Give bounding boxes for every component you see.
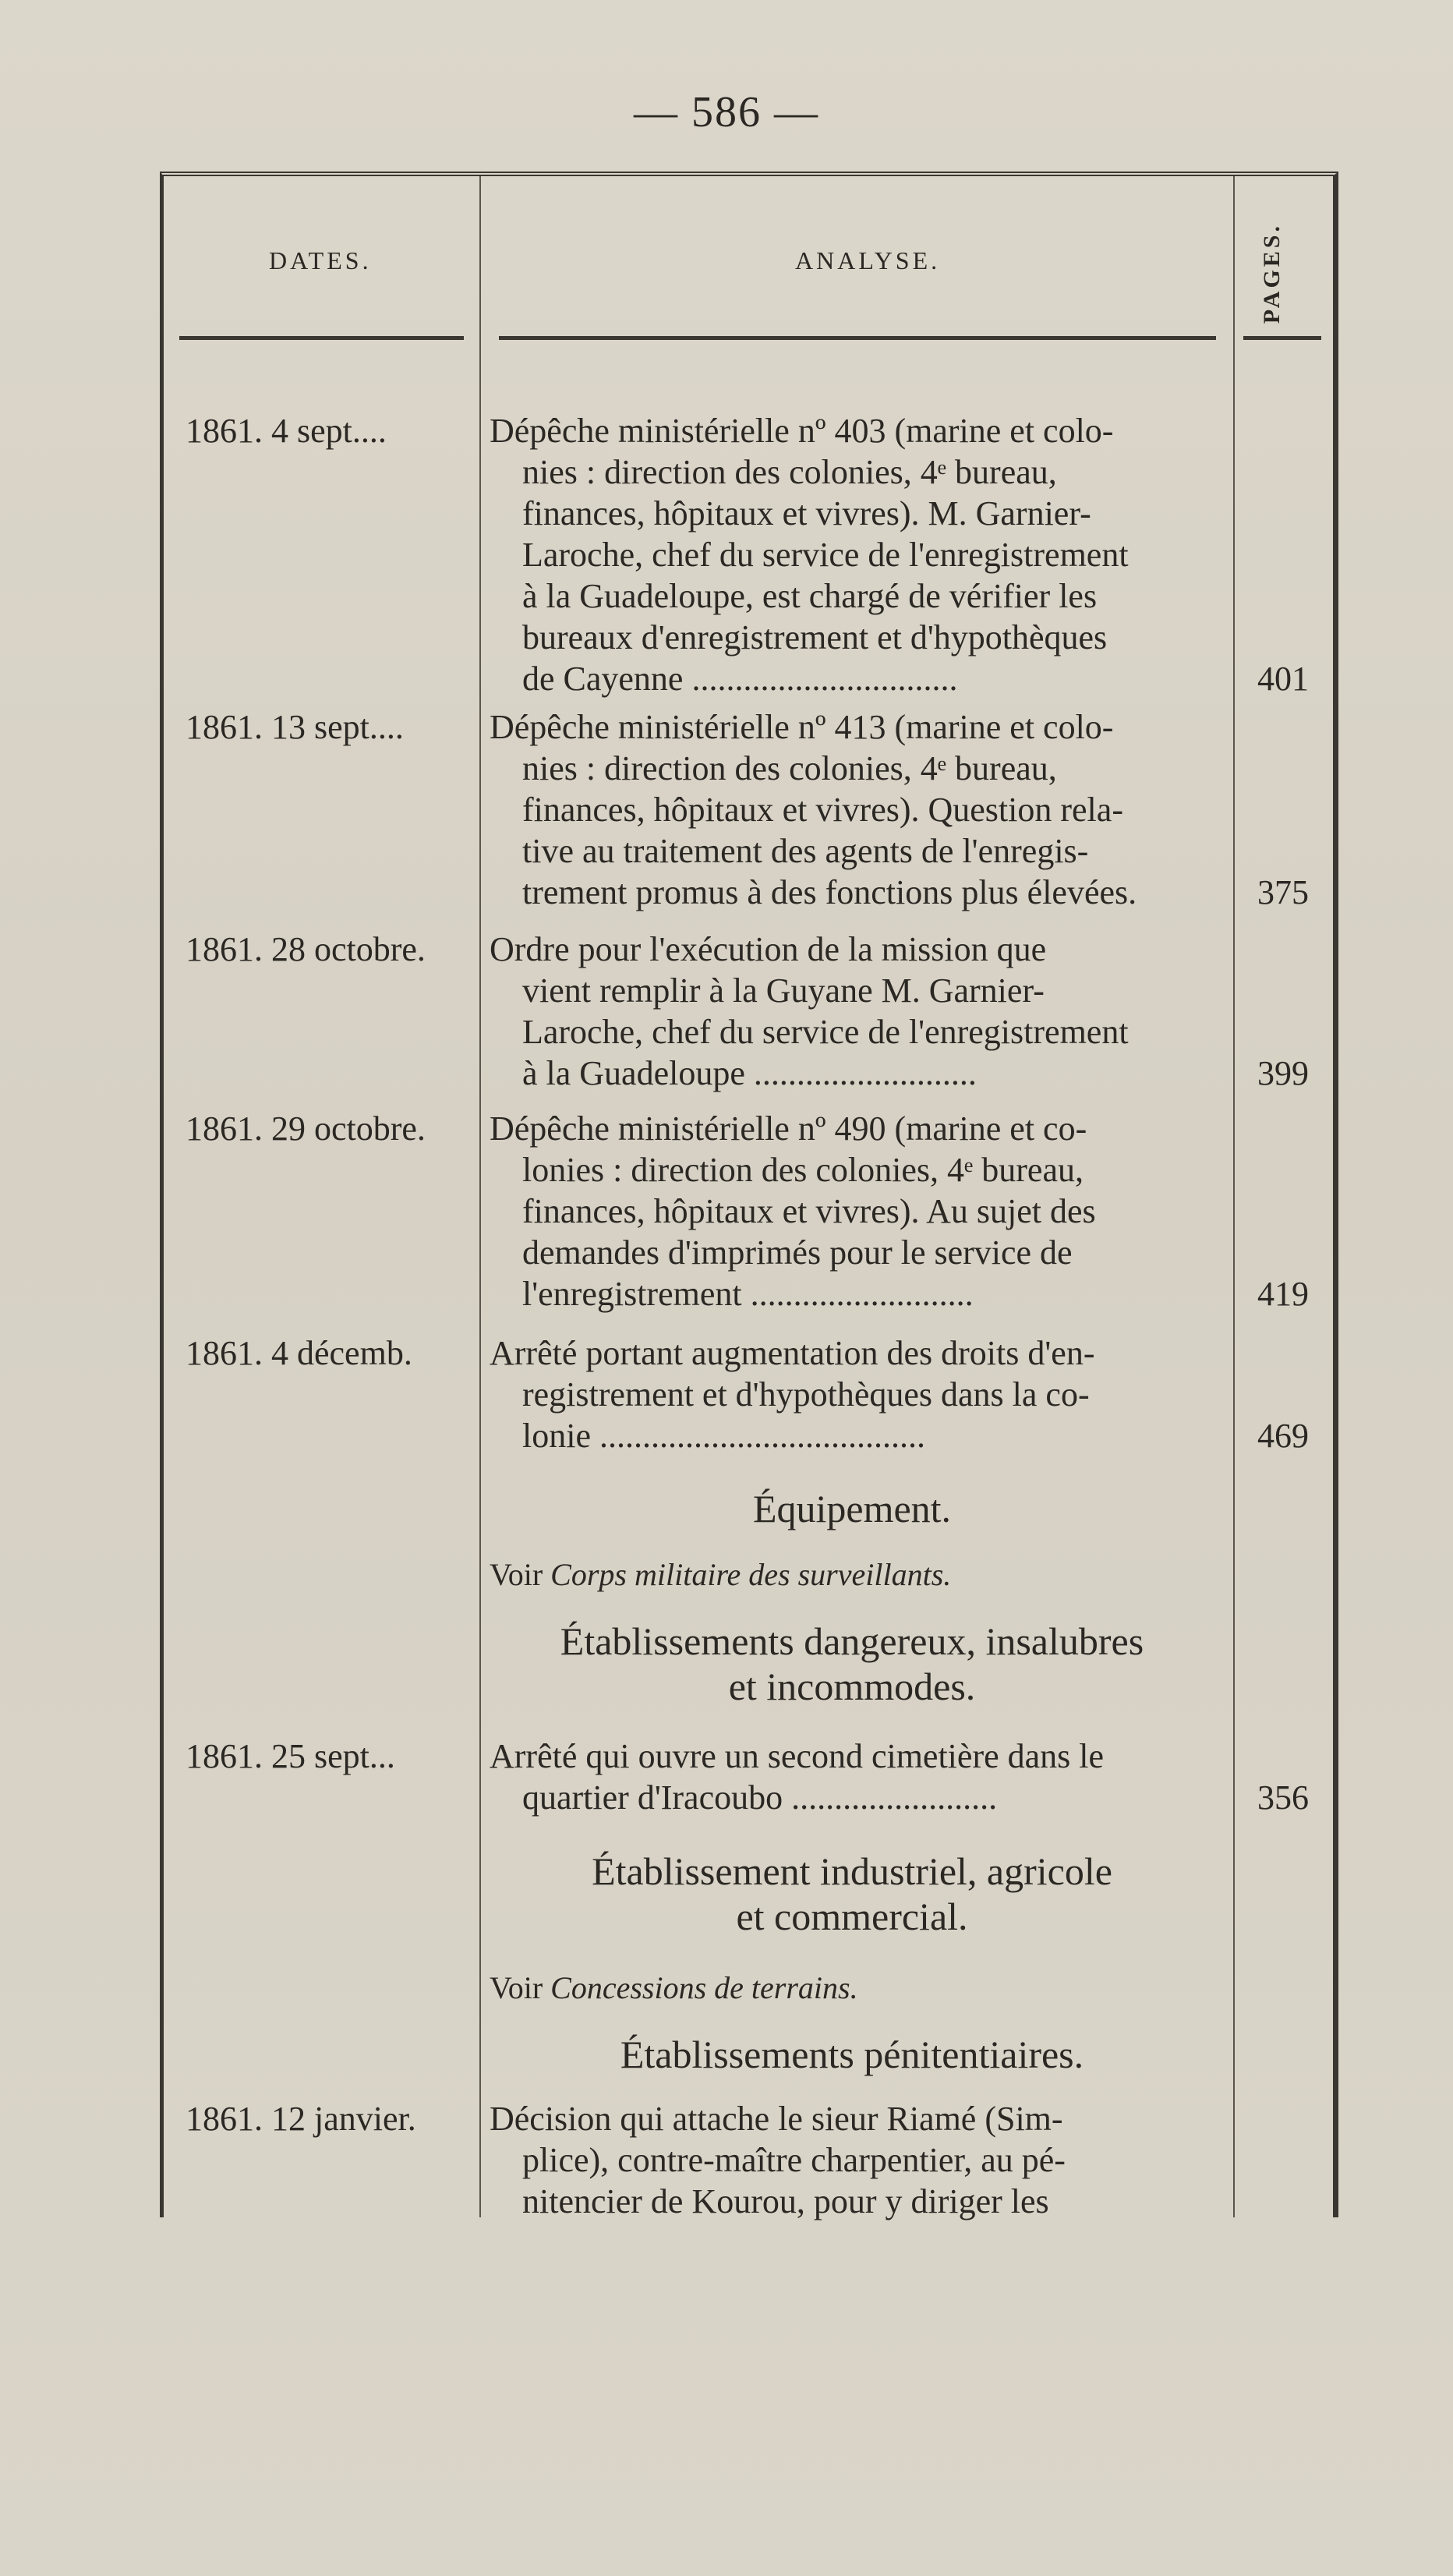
- page-number: — 586 —: [634, 88, 819, 136]
- voir-label: Voir: [490, 1970, 543, 2005]
- entry-date: 1861. 25 sept...: [186, 1737, 395, 1775]
- analyse-line: nies : direction des colonies, 4ᵉ bureau,: [522, 749, 1057, 787]
- analyse-line: finances, hôpitaux et vivres). Au sujet des: [522, 1192, 1096, 1230]
- entry-analyse: [490, 1332, 1214, 1456]
- analyse-line: Arrêté portant augmentation des droits d'en-: [490, 1334, 1095, 1372]
- analyse-line: demandes d'imprimés pour le service de: [522, 1233, 1073, 1272]
- cross-reference-industriel: [490, 1969, 1214, 2006]
- analyse-line: plice), contre-maître charpentier, au pé-: [522, 2141, 1066, 2179]
- entry-date: 1861. 4 décemb.: [186, 1334, 412, 1372]
- entry-analyse: [490, 1108, 1214, 1315]
- entry-analyse: [490, 410, 1214, 699]
- analyse-line: nies : direction des colonies, 4ᵉ bureau,: [522, 453, 1057, 491]
- entry-page: 399: [1257, 1054, 1309, 1092]
- analyse-line: Décision qui attache le sieur Riamé (Sim-: [490, 2100, 1063, 2138]
- analyse-line: lonies : direction des colonies, 4ᵉ bureau,: [522, 1151, 1084, 1189]
- entry-analyse: [490, 1736, 1214, 1818]
- analyse-line: bureaux d'enregistrement et d'hypothèques: [522, 618, 1108, 656]
- header-rule: [499, 336, 1216, 340]
- analyse-line: Laroche, chef du service de l'enregistrement: [522, 536, 1129, 574]
- entry-page: 419: [1257, 1275, 1309, 1313]
- entry-analyse: [490, 929, 1214, 1094]
- entry-page: 375: [1257, 873, 1309, 911]
- entry-analyse: [490, 2098, 1214, 2222]
- analyse-line: l'enregistrement ..........................: [522, 1275, 974, 1313]
- header-rule: [1243, 336, 1321, 340]
- table-header: [164, 176, 1333, 344]
- entry-analyse: [490, 706, 1214, 913]
- analyse-line: à la Guadeloupe, est chargé de vérifier les: [522, 577, 1098, 615]
- entry-page: 401: [1257, 660, 1309, 698]
- analyse-line: Dépêche ministérielle nº 403 (marine et colo-: [490, 412, 1114, 450]
- section-title-etablissement-industriel: [490, 1849, 1214, 1939]
- analyse-line: finances, hôpitaux et vivres). M. Garnier-: [522, 494, 1091, 533]
- analyse-line: Ordre pour l'exécution de la mission que: [490, 930, 1047, 968]
- analyse-line: Dépêche ministérielle nº 413 (marine et colo-: [490, 708, 1114, 746]
- entry-date: 1861. 12 janvier.: [186, 2100, 416, 2138]
- voir-label: Voir: [490, 1557, 543, 1592]
- analyse-line: Laroche, chef du service de l'enregistrement: [522, 1013, 1129, 1051]
- entry-date: 1861. 29 octobre.: [186, 1109, 426, 1148]
- entry-date: 1861. 4 sept....: [186, 412, 387, 450]
- column-divider-dates: [479, 176, 481, 2217]
- analyse-line: finances, hôpitaux et vivres). Question rela-: [522, 791, 1123, 829]
- entry-page: 356: [1257, 1778, 1309, 1817]
- analyse-line: à la Guadeloupe ..........................: [522, 1054, 977, 1092]
- cross-reference-equipement: [490, 1556, 1214, 1593]
- section-title-etablissements-penitentiaires: Établissements pénitentiaires.: [620, 2033, 1084, 2076]
- analyse-line: de Cayenne ...............................: [522, 660, 958, 698]
- section-title-line: Établissements dangereux, insalubres: [560, 1619, 1144, 1663]
- analyse-line: Arrêté qui ouvre un second cimetière dans le: [490, 1737, 1105, 1775]
- analyse-line: tive au traitement des agents de l'enregis-: [522, 832, 1089, 870]
- analyse-line: trement promus à des fonctions plus élevées.: [522, 873, 1137, 911]
- header-dates: DATES.: [269, 246, 372, 274]
- section-title-line: et commercial.: [736, 1895, 968, 1938]
- entry-date: 1861. 13 sept....: [186, 708, 404, 746]
- analyse-line: registrement et d'hypothèques dans la co-: [522, 1375, 1090, 1414]
- header-analyse: ANALYSE.: [795, 246, 941, 274]
- analyse-line: quartier d'Iracoubo ........................: [522, 1778, 998, 1817]
- analyse-line: Dépêche ministérielle nº 490 (marine et co-: [490, 1109, 1087, 1148]
- voir-reference: Corps militaire des surveillants.: [550, 1557, 952, 1592]
- section-title-line: Établissement industriel, agricole: [592, 1849, 1112, 1893]
- column-divider-pages: [1233, 176, 1235, 2217]
- section-title-etablissements-dangereux: [490, 1619, 1214, 1709]
- header-rule: [179, 336, 464, 340]
- entry-date: 1861. 28 octobre.: [186, 930, 426, 968]
- section-title-line: et incommodes.: [728, 1665, 976, 1708]
- index-table: [160, 172, 1338, 2220]
- voir-reference: Concessions de terrains.: [550, 1970, 858, 2005]
- header-pages: PAGES.: [1259, 223, 1285, 324]
- analyse-line: lonie ......................................: [522, 1417, 925, 1455]
- analyse-line: nitencier de Kourou, pour y diriger les: [522, 2182, 1049, 2220]
- section-title-equipement: Équipement.: [752, 1487, 952, 1530]
- analyse-line: vient remplir à la Guyane M. Garnier-: [522, 971, 1045, 1010]
- entry-page: 469: [1257, 1417, 1309, 1455]
